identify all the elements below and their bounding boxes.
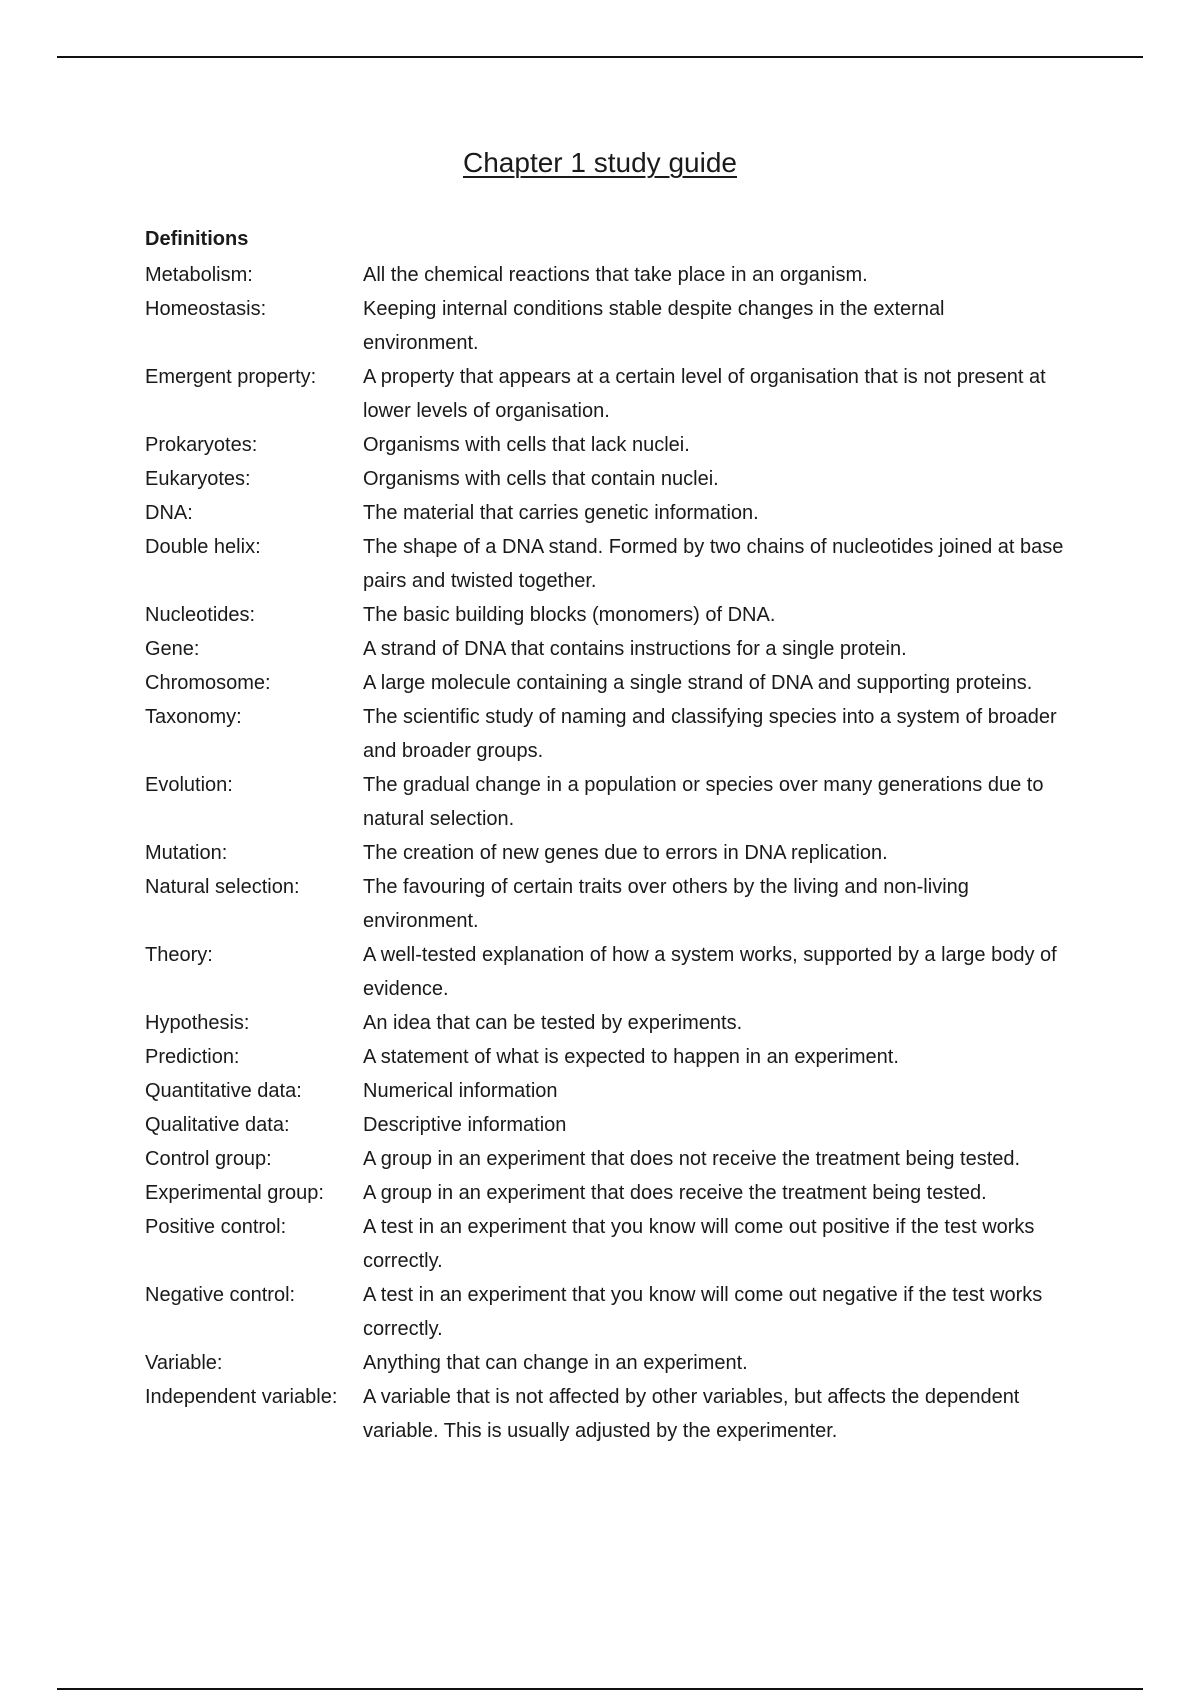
definition-row bbox=[145, 530, 1065, 598]
definition-row bbox=[145, 1210, 1065, 1278]
definition-term: Quantitative data: bbox=[145, 1080, 302, 1102]
definition-row bbox=[145, 1074, 1065, 1108]
definition-row bbox=[145, 1006, 1065, 1040]
definition-row bbox=[145, 360, 1065, 428]
definition-row bbox=[145, 938, 1065, 1006]
definition-row bbox=[145, 700, 1065, 768]
definition-term: Mutation: bbox=[145, 842, 228, 864]
definition-term: Metabolism: bbox=[145, 264, 253, 286]
definition-text: A test in an experiment that you know will come out negative if the test works correctly. bbox=[363, 1284, 1043, 1340]
definition-term: Double helix: bbox=[145, 536, 261, 558]
definition-text: The creation of new genes due to errors in DNA replication. bbox=[363, 842, 888, 864]
definition-text: The material that carries genetic information. bbox=[363, 502, 759, 524]
definition-row bbox=[145, 462, 1065, 496]
definition-row bbox=[145, 292, 1065, 360]
definition-term: Theory: bbox=[145, 944, 213, 966]
definition-text: A strand of DNA that contains instructions for a single protein. bbox=[363, 638, 907, 660]
definition-row bbox=[145, 1278, 1065, 1346]
definition-text: Keeping internal conditions stable despite changes in the external environment. bbox=[363, 298, 945, 354]
definition-row bbox=[145, 1108, 1065, 1142]
definition-text: The basic building blocks (monomers) of DNA. bbox=[363, 604, 776, 626]
definition-text: A variable that is not affected by other variables, but affects the dependent variable. This is usually adjusted by the experimenter. bbox=[363, 1386, 1020, 1442]
definition-term: Eukaryotes: bbox=[145, 468, 251, 490]
definition-row bbox=[145, 836, 1065, 870]
definition-term: Hypothesis: bbox=[145, 1012, 250, 1034]
definition-row bbox=[145, 1040, 1065, 1074]
definition-row bbox=[145, 1380, 1065, 1448]
definition-term: Control group: bbox=[145, 1148, 272, 1170]
definition-term: Independent variable: bbox=[145, 1386, 338, 1408]
definition-term: Prediction: bbox=[145, 1046, 240, 1068]
page-title bbox=[0, 146, 1200, 180]
definition-term: Negative control: bbox=[145, 1284, 296, 1306]
definition-text: Anything that can change in an experiment. bbox=[363, 1352, 748, 1374]
definition-term: Nucleotides: bbox=[145, 604, 256, 626]
definition-text: Descriptive information bbox=[363, 1114, 567, 1136]
definition-text: A test in an experiment that you know will come out positive if the test works correctly. bbox=[363, 1216, 1035, 1272]
definition-text: Numerical information bbox=[363, 1080, 558, 1102]
definition-text: A group in an experiment that does not receive the treatment being tested. bbox=[363, 1148, 1021, 1170]
definition-row bbox=[145, 768, 1065, 836]
footer-rule bbox=[57, 1688, 1143, 1690]
section-heading: Definitions bbox=[145, 228, 249, 250]
definition-term: Evolution: bbox=[145, 774, 233, 796]
definition-text: The gradual change in a population or species over many generations due to natural selection. bbox=[363, 774, 1044, 830]
definition-text: Organisms with cells that contain nuclei. bbox=[363, 468, 719, 490]
definition-term: Positive control: bbox=[145, 1216, 287, 1238]
definition-text: A property that appears at a certain level of organisation that is not present at lower levels of organisation. bbox=[363, 366, 1046, 422]
definition-row bbox=[145, 1176, 1065, 1210]
definition-row bbox=[145, 258, 1065, 292]
definitions-list bbox=[145, 258, 1065, 1448]
definition-row bbox=[145, 496, 1065, 530]
definition-text: All the chemical reactions that take place in an organism. bbox=[363, 264, 868, 286]
definition-row bbox=[145, 598, 1065, 632]
definition-row bbox=[145, 1346, 1065, 1380]
definition-text: A large molecule containing a single strand of DNA and supporting proteins. bbox=[363, 672, 1033, 694]
definition-text: A group in an experiment that does receive the treatment being tested. bbox=[363, 1182, 987, 1204]
definition-term: Qualitative data: bbox=[145, 1114, 290, 1136]
definition-term: Emergent property: bbox=[145, 366, 317, 388]
definition-term: Gene: bbox=[145, 638, 200, 660]
definition-text: A statement of what is expected to happen in an experiment. bbox=[363, 1046, 899, 1068]
definition-row bbox=[145, 1142, 1065, 1176]
definition-text: The shape of a DNA stand. Formed by two chains of nucleotides joined at base pairs and twisted together. bbox=[363, 536, 1064, 592]
definition-term: Chromosome: bbox=[145, 672, 271, 694]
definition-text: A well-tested explanation of how a system works, supported by a large body of evidence. bbox=[363, 944, 1057, 1000]
definition-row bbox=[145, 428, 1065, 462]
definition-text: The favouring of certain traits over others by the living and non-living environment. bbox=[363, 876, 969, 932]
definition-text: An idea that can be tested by experiments. bbox=[363, 1012, 743, 1034]
definition-term: Prokaryotes: bbox=[145, 434, 258, 456]
definition-row bbox=[145, 632, 1065, 666]
definition-term: Variable: bbox=[145, 1352, 223, 1374]
definition-row bbox=[145, 666, 1065, 700]
definition-term: Experimental group: bbox=[145, 1182, 324, 1204]
definition-text: Organisms with cells that lack nuclei. bbox=[363, 434, 690, 456]
header-rule bbox=[57, 56, 1143, 58]
definition-term: DNA: bbox=[145, 502, 193, 524]
page-title-text: Chapter 1 study guide bbox=[463, 147, 737, 178]
definition-term: Natural selection: bbox=[145, 876, 300, 898]
definition-term: Homeostasis: bbox=[145, 298, 267, 320]
definition-term: Taxonomy: bbox=[145, 706, 242, 728]
definition-text: The scientific study of naming and classifying species into a system of broader and broader groups. bbox=[363, 706, 1057, 762]
definition-row bbox=[145, 870, 1065, 938]
